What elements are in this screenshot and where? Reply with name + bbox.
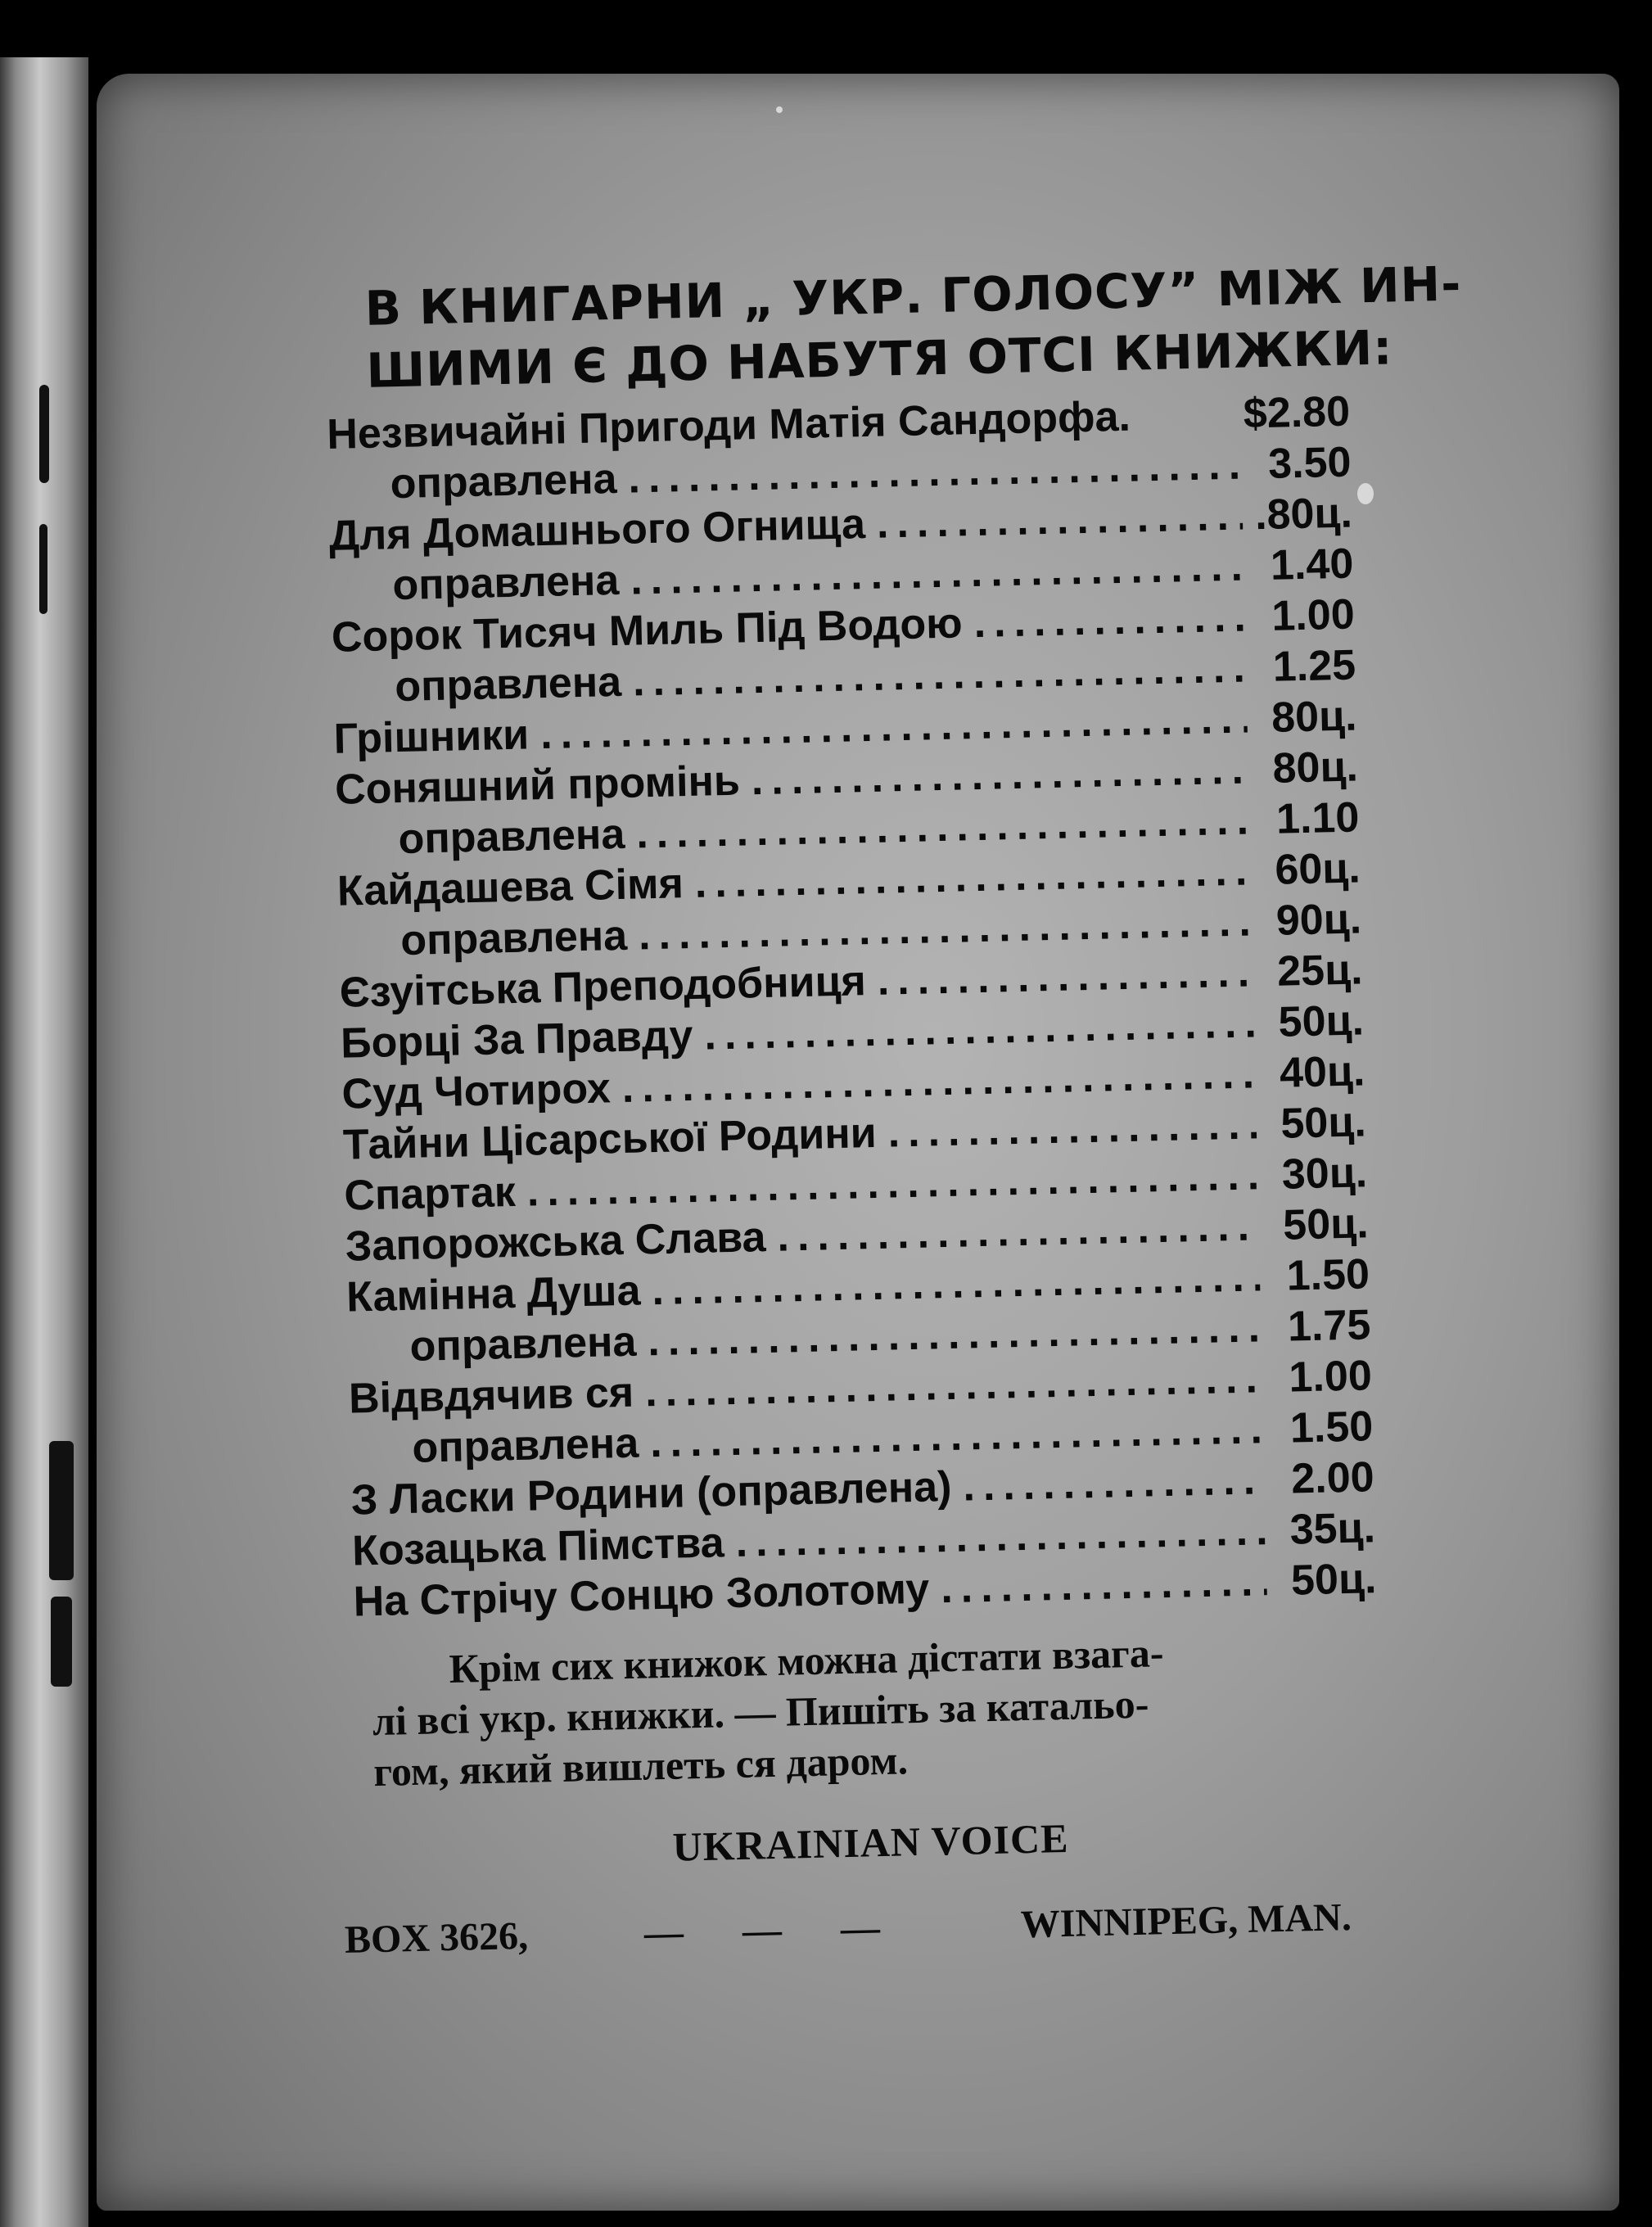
dot-leader (877, 946, 1253, 1005)
book-title: оправлена (411, 1419, 639, 1472)
book-price: 50ц. (1282, 1199, 1370, 1249)
heading-line: ШИМИ Є ДО НАБУТЯ ОТСІ КНИЖКИ: (365, 319, 1394, 399)
note-line: гом, який вишлеть ся даром. (372, 1737, 909, 1796)
book-title: оправлена (397, 810, 625, 864)
heading-line: В КНИГАРНИ „ УКР. ГОЛОСУ” МІЖ ИН- (364, 255, 1462, 337)
book-price: 1.50 (1286, 1250, 1370, 1300)
book-title: Козацька Пімства (351, 1519, 725, 1575)
book-price: 80ц. (1271, 743, 1359, 793)
book-title: оправлена (391, 556, 620, 610)
book-price: 30ц. (1281, 1149, 1368, 1199)
book-title: Для Домашнього Огнища (328, 500, 866, 560)
book-title: Борці За Правду (340, 1012, 694, 1068)
book-title: На Стрічу Сонцю Золотому (353, 1565, 930, 1626)
book-price: 1.75 (1287, 1301, 1371, 1351)
book-price: 90ц. (1275, 895, 1362, 945)
spine-mark (39, 385, 49, 483)
ad-heading (364, 255, 1462, 402)
publisher-name: UKRAINIAN VOICE (671, 1814, 1070, 1870)
book-title: оправлена (399, 911, 628, 965)
book-title: Відвдячив ся (348, 1368, 634, 1423)
adjacent-page-edge (0, 57, 88, 2227)
book-price: 2.00 (1290, 1453, 1375, 1503)
book-title: Єзуітська Преподобниця (339, 957, 867, 1017)
book-price: 1.00 (1271, 590, 1356, 640)
book-title: Суд Чотирох (341, 1064, 612, 1118)
book-title: Запорожська Слава (345, 1213, 767, 1271)
book-price: 1.10 (1275, 793, 1360, 843)
book-price: 80ц. (1271, 692, 1358, 742)
paper-speck (776, 106, 783, 113)
book-price: 35ц. (1289, 1504, 1376, 1554)
book-price: 60ц. (1274, 844, 1361, 894)
book-title: оправлена (394, 657, 622, 711)
address-city: WINNIPEG, MAN. (1020, 1895, 1352, 1947)
dot-leader (973, 592, 1246, 648)
book-price: 3.50 (1267, 438, 1352, 488)
book-price: 1.50 (1289, 1403, 1374, 1452)
spine-mark (51, 1597, 72, 1687)
book-price: 50ц. (1277, 996, 1365, 1046)
book-price: 40ц. (1279, 1047, 1365, 1097)
note-line: лі всі укр. книжки. — Пишіть за катальо- (372, 1680, 1149, 1745)
dot-leader (940, 1556, 1267, 1614)
book-title: Соняшний промінь (334, 757, 741, 814)
catalog-note (371, 1623, 1340, 1797)
book-price: $2.80 (1243, 387, 1351, 438)
dot-leader (963, 1454, 1266, 1511)
book-title: Грішники (333, 711, 530, 763)
book-title: оправлена (408, 1317, 637, 1371)
book-price-list (327, 386, 1377, 1628)
book-price: 50ц. (1290, 1555, 1378, 1605)
spine-mark (39, 524, 47, 614)
note-line: Крім сих книжок можна дістати взага- (448, 1629, 1165, 1692)
book-price: 50ц. (1280, 1098, 1367, 1148)
book-title: оправлена (390, 454, 618, 508)
address-dashes: — — — (643, 1905, 905, 1955)
spine-mark (49, 1441, 74, 1580)
book-title: Сорок Тисяч Миль Під Водою (331, 599, 964, 662)
book-title: Тайни Цісарської Родини (342, 1109, 878, 1169)
book-title: Спартак (343, 1168, 517, 1220)
book-price: 1.40 (1270, 540, 1354, 590)
book-title: Камінна Душа (345, 1267, 642, 1321)
book-title: Незвичайні Пригоди Матія Сандорфа. (326, 392, 1131, 458)
dot-leader (876, 490, 1243, 549)
advertisement (323, 255, 1462, 1963)
book-price: 1.00 (1288, 1352, 1373, 1402)
dot-leader (887, 1099, 1257, 1158)
paper-speck (1357, 483, 1374, 504)
address-box: BOX 3626, (344, 1913, 529, 1962)
book-price: 1.25 (1272, 641, 1356, 691)
book-price: .80ц. (1254, 489, 1353, 540)
book-title: Кайдашева Сімя (336, 860, 684, 915)
book-price: 25ц. (1276, 946, 1364, 996)
book-title: З Ласки Родини (оправлена) (350, 1462, 953, 1525)
